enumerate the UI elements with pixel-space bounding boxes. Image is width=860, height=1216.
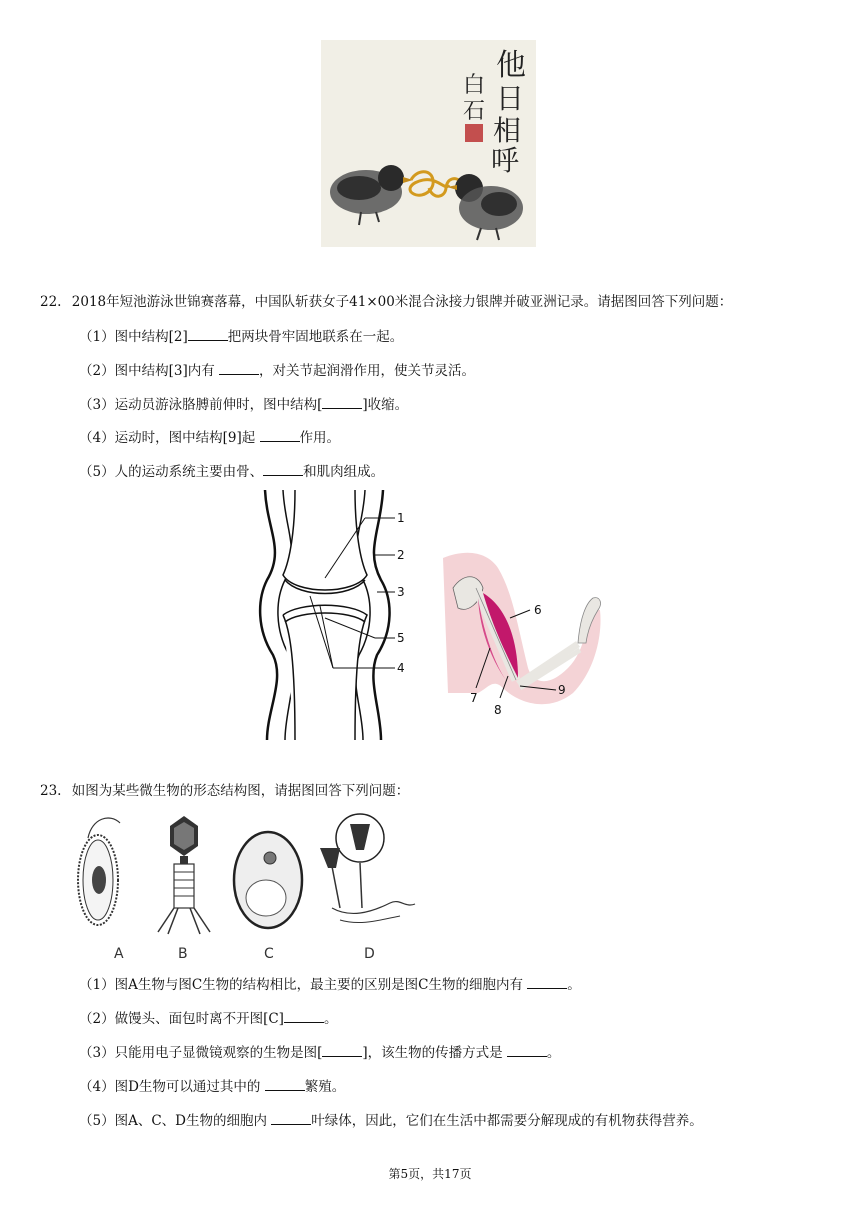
answer-blank[interactable] bbox=[507, 1043, 547, 1057]
joint-structure-diagram bbox=[255, 490, 415, 740]
figure-label-b: B bbox=[178, 946, 188, 962]
joint-label-4: 4 bbox=[397, 661, 405, 675]
q22-item-2: （2）图中结构[3]内有 ，对关节起润滑作用，使关节灵活。 bbox=[79, 363, 476, 379]
q23-item-2: （2）做馒头、面包时离不开图[C] 。 bbox=[79, 1011, 338, 1027]
joint-label-3: 3 bbox=[397, 585, 405, 599]
q22-item-1: （1）图中结构[2] 把两块骨牢固地联系在一起。 bbox=[79, 329, 404, 345]
q22-stem-text: 2018年短池游泳世锦赛落幕，中国队斩获女子41×00米混合泳接力银牌并破亚洲记录。请据图回答下列问题： bbox=[71, 294, 733, 310]
answer-blank[interactable] bbox=[260, 428, 300, 442]
answer-blank[interactable] bbox=[322, 1043, 362, 1057]
answer-blank[interactable] bbox=[265, 1077, 305, 1091]
page-footer: 第5页，共17页 bbox=[388, 1167, 472, 1181]
arm-label-9: 9 bbox=[558, 683, 566, 697]
chicks-painting-image bbox=[321, 40, 536, 247]
joint-label-2: 2 bbox=[397, 548, 405, 562]
answer-blank[interactable] bbox=[188, 327, 228, 341]
arm-label-6: 6 bbox=[534, 603, 542, 617]
inscription-char: 相 bbox=[493, 114, 522, 147]
answer-blank[interactable] bbox=[271, 1111, 311, 1125]
figure-label-a: A bbox=[114, 946, 124, 962]
answer-blank[interactable] bbox=[527, 975, 567, 989]
inscription-char: 石 bbox=[463, 99, 486, 124]
joint-label-5: 5 bbox=[397, 631, 405, 645]
q23-item-1: （1）图A生物与图C生物的结构相比，最主要的区别是图C生物的细胞内有 。 bbox=[79, 977, 581, 993]
q23-stem bbox=[40, 782, 409, 800]
q23-item-4: （4）图D生物可以通过其中的 繁殖。 bbox=[79, 1079, 346, 1095]
answer-blank[interactable] bbox=[322, 395, 362, 409]
inscription-char: 白 bbox=[463, 73, 486, 98]
arm-muscle-diagram bbox=[438, 548, 608, 723]
arm-label-7: 7 bbox=[470, 691, 478, 705]
arm-label-8: 8 bbox=[494, 703, 502, 717]
inscription-char: 呼 bbox=[491, 144, 520, 177]
q22-number: 22. bbox=[40, 294, 62, 310]
q23-item-3: （3）只能用电子显微镜观察的生物是图[ ]，该生物的传播方式是 。 bbox=[79, 1045, 561, 1061]
figure-label-d: D bbox=[364, 946, 375, 962]
q22-item-3: （3）运动员游泳胳膊前伸时，图中结构[ ]收缩。 bbox=[79, 397, 409, 413]
q23-number: 23. bbox=[40, 783, 62, 799]
microorganisms-diagram bbox=[70, 808, 420, 966]
joint-label-1: 1 bbox=[397, 511, 405, 525]
answer-blank[interactable] bbox=[219, 361, 259, 375]
q22-stem bbox=[40, 293, 732, 311]
inscription-char: 日 bbox=[496, 82, 525, 115]
q23-stem-text: 如图为某些微生物的形态结构图，请据图回答下列问题： bbox=[71, 783, 410, 799]
q22-item-4: （4）运动时，图中结构[9]起 作用。 bbox=[79, 430, 341, 446]
answer-blank[interactable] bbox=[263, 462, 303, 476]
seal-stamp bbox=[465, 124, 483, 142]
q23-item-5: （5）图A、C、D生物的细胞内 叶绿体，因此，它们在生活中都需要分解现成的有机物获得营养。 bbox=[79, 1113, 703, 1129]
inscription-char: 他 bbox=[496, 48, 526, 83]
q22-item-5: （5）人的运动系统主要由骨、 和肌肉组成。 bbox=[79, 464, 385, 480]
answer-blank[interactable] bbox=[284, 1009, 324, 1023]
figure-label-c: C bbox=[264, 946, 274, 962]
